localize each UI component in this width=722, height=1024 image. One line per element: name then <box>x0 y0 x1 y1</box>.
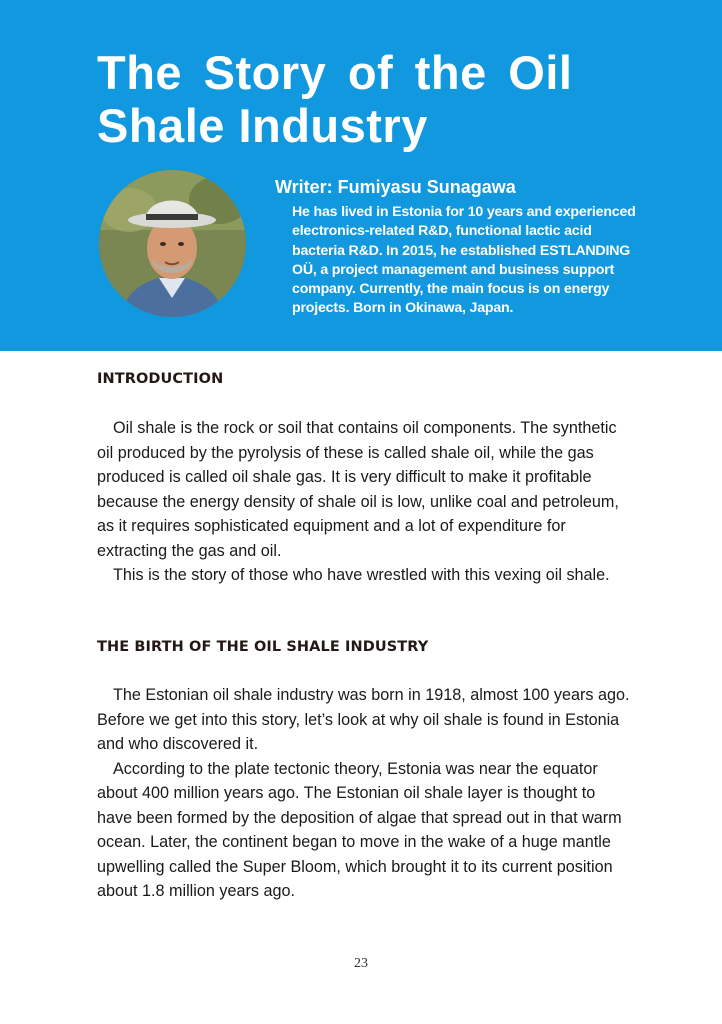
section-heading-birth-of-industry: THE BIRTH OF THE OIL SHALE INDUSTRY <box>97 639 429 655</box>
author-portrait-icon <box>99 170 246 317</box>
section-body-introduction <box>97 416 631 588</box>
body-paragraph: This is the story of those who have wrestled with this vexing oil shale. <box>113 566 610 584</box>
author-writer-label: Writer: Fumiyasu Sunagawa <box>275 177 516 197</box>
body-paragraph: According to the plate tectonic theory, Estonia was near the equator about 400 million years ago. The Estonian oil shale layer is thought to have been formed by the deposition of algae that spread out in that warm ocean. Later, the continent began to move in the wake of a huge mantle upwelling called the Super Bloom, which brought it to its current position about 1.8 million years ago. <box>97 759 622 900</box>
section-body-birth-of-industry <box>97 683 631 904</box>
article-title-line-1: The Story of the Oil <box>97 46 573 99</box>
article-title <box>97 46 697 152</box>
body-paragraph: The Estonian oil shale industry was born in 1918, almost 100 years ago. Before we get into this story, let’s look at why oil shale is found in Estonia and who discovered it. <box>97 686 630 753</box>
author-photo <box>99 170 246 317</box>
title-banner <box>0 0 722 351</box>
page-number: 23 <box>354 956 368 971</box>
author-bio: He has lived in Estonia for 10 years and experienced electronics-related R&D, functional lactic acid bacteria R&D. In 2015, he established ESTLANDING OÜ, a project management and business support company. Currently, the main focus is on energy projects. Born in Okinawa, Japan. <box>292 204 636 317</box>
article-title-line-2: Shale Industry <box>97 99 428 152</box>
body-paragraph: Oil shale is the rock or soil that contains oil components. The synthetic oil produced by the pyrolysis of these is called shale oil, while the gas produced is called oil shale gas. It is very difficult to make it profitable because the energy density of shale oil is low, unlike coal and petroleum, as it requires sophisticated equipment and a lot of expenditure for extracting the gas and oil. <box>97 419 619 560</box>
section-heading-introduction: INTRODUCTION <box>97 371 224 387</box>
